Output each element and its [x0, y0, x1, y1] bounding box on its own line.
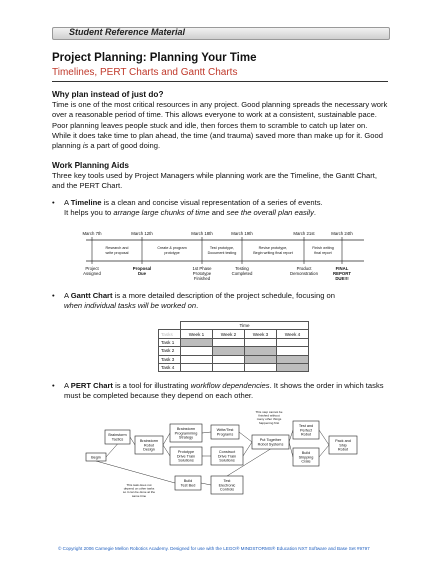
pert-connector	[130, 437, 135, 445]
timeline-milestone: Assigned	[83, 271, 101, 276]
copyright-footer: © Copyright 2006 Carnegie Mellon Robotics Academy. Designed for use with the LEGO® MINDSTORMS® Education NXT Software and Base Set #9797	[58, 546, 370, 551]
pert-bullet-text	[64, 381, 387, 402]
timeline-milestone: Product	[296, 266, 312, 271]
timeline-date: March 7th	[82, 231, 102, 236]
gantt-task-label: Task 4	[159, 363, 181, 371]
timeline-milestone: Testing	[235, 266, 249, 271]
pert-note-bottom: same time	[131, 493, 147, 498]
timeline-event: Document testing	[207, 251, 237, 255]
gantt-week: Week 3	[245, 330, 277, 338]
why-text-end: a part of good doing.	[88, 141, 161, 151]
pert-node-label: Solutions	[219, 458, 235, 463]
pert-connector	[163, 445, 170, 456]
page-title: Project Planning: Planning Your Time	[52, 52, 257, 64]
timeline-bullet-text	[64, 198, 387, 219]
pert-connector	[239, 432, 252, 442]
gantt-cell	[245, 338, 277, 346]
gantt-time-row	[159, 322, 309, 330]
timeline-event: prototype	[164, 251, 180, 255]
pert-node-label: Build	[183, 479, 193, 484]
pert-node-label: Programs	[216, 432, 234, 437]
pert-connector	[319, 445, 329, 457]
pert-node-label: Drive Train	[217, 454, 237, 459]
g-e: .	[196, 301, 199, 311]
timeline-milestone: Project	[85, 266, 99, 271]
gantt-cell	[277, 347, 309, 355]
gantt-row	[159, 355, 309, 363]
pert-node-label: Shipping	[298, 455, 314, 460]
pert-node-label: Brainstorm	[176, 426, 196, 431]
t-e: arrange large chunks of time	[113, 208, 210, 218]
gantt-cell-filled	[213, 347, 245, 355]
timeline-date: March 19th	[231, 231, 253, 236]
timeline-milestone: Demonstration	[290, 271, 318, 276]
gantt-cell	[277, 338, 309, 346]
pert-node-label: Perfect	[299, 428, 313, 433]
pert-node-label: Solutions	[178, 458, 194, 463]
pert-note-top: many other things	[256, 417, 282, 422]
pert-node-label: Tactics	[111, 437, 124, 442]
pert-note-top: This step cannot be	[255, 410, 283, 414]
pert-node-label: Test Bed	[180, 483, 196, 488]
gantt-cell-filled	[277, 363, 309, 371]
g-a: A	[64, 291, 71, 300]
gantt-week-row	[159, 330, 309, 338]
reference-banner	[52, 27, 390, 40]
t-d: It helps you to	[64, 208, 114, 218]
pert-node-label: Programming	[174, 431, 198, 436]
gantt-cell-filled	[245, 355, 277, 363]
t-c: is a clean and concise visual representation of a series of events.	[101, 198, 323, 207]
timeline-milestone: 1st Phase	[192, 266, 212, 271]
gantt-task-label: Task 1	[159, 338, 181, 346]
pert-node-label: Write/Test	[216, 428, 234, 433]
timeline-milestone: Finished	[193, 276, 211, 281]
pert-connector	[96, 461, 175, 483]
pert-node-label: Pack and	[335, 438, 351, 443]
pert-connector	[201, 483, 211, 485]
gantt-row	[159, 363, 309, 371]
gantt-cell	[181, 347, 213, 355]
timeline-milestone: Due	[137, 271, 147, 276]
p-a: A	[64, 381, 71, 390]
aids-heading: Work Planning Aids	[52, 161, 129, 170]
gantt-week: Week 2	[213, 330, 245, 338]
timeline-milestone: FINAL	[335, 266, 349, 271]
t-g: see the overall plan easily	[226, 208, 314, 218]
title-divider	[52, 81, 388, 82]
timeline-event: final report	[314, 251, 332, 255]
banner-label: Student Reference Material	[69, 27, 186, 37]
gantt-chart	[158, 321, 309, 372]
gantt-task-label: Task 2	[159, 347, 181, 355]
gantt-cell-filled	[181, 338, 213, 346]
t-f: and	[209, 208, 227, 218]
bullet-dot: •	[52, 381, 55, 390]
pert-connector	[289, 442, 293, 457]
pert-node-label: Brainstorm	[139, 438, 159, 443]
gantt-week: Week 1	[181, 330, 213, 338]
timeline-date: March 24th	[331, 231, 353, 236]
why-paragraph	[52, 100, 388, 151]
timeline-milestone: DUE!!!	[335, 276, 349, 281]
pert-node-label: Controls	[219, 487, 235, 492]
gantt-time-header: Time	[181, 322, 309, 330]
pert-connector	[163, 433, 170, 445]
gantt-corner	[159, 322, 181, 330]
timeline-event: Test prototype,	[209, 246, 235, 250]
pert-node-label: Brainstorm	[108, 433, 127, 438]
pert-node-label: Robot	[337, 447, 349, 452]
bullet-dot: •	[52, 291, 55, 300]
pert-chart	[84, 410, 364, 514]
gantt-cell	[181, 363, 213, 371]
gantt-cell	[213, 355, 245, 363]
timeline-event: Finish writing	[312, 246, 334, 250]
pert-node-label: Test	[223, 478, 231, 483]
gantt-cell	[181, 355, 213, 363]
gantt-tasks-label: Tasks	[159, 330, 181, 338]
pert-node-label: Ship	[339, 443, 347, 448]
pert-connector	[106, 444, 118, 457]
pert-node-label: Construct	[218, 449, 236, 454]
g-c: is a more detailed description of the project schedule, focusing on	[112, 291, 335, 300]
pert-connector	[289, 430, 293, 442]
p-b: PERT Chart	[70, 381, 113, 390]
timeline-event: Research and	[105, 246, 129, 250]
bullet-dot: •	[52, 198, 55, 207]
g-d: when individual tasks will be worked on	[64, 301, 197, 311]
pert-node-label: Build	[301, 450, 311, 455]
p-e: . It shows the order in which tasks must be completed because they depend on each other.	[64, 381, 384, 401]
pert-node-label: Design	[143, 447, 155, 452]
timeline-milestone: Completed	[231, 271, 253, 276]
pert-node-label: Robot	[300, 432, 312, 437]
timeline-date: March 18th	[191, 231, 213, 236]
pert-node-label: Begin	[91, 455, 101, 460]
gantt-cell	[245, 363, 277, 371]
pert-connector	[243, 442, 252, 456]
pert-connector	[319, 430, 329, 445]
gantt-cell-filled	[245, 347, 277, 355]
timeline-milestone: Prototype	[192, 271, 212, 276]
gantt-cell	[213, 338, 245, 346]
pert-connector	[202, 432, 211, 433]
pert-node-label: Electronic	[218, 483, 236, 488]
why-text: Time is one of the most critical resources in any project. Good planning spreads the necessary work over a reasonable period of time. This allows everyone to work at a consistent, sustainable pace. Poor planning leaves people stuck and idle, then forces them to scramble to catch up later on. While it does take time to plan ahead, the time (and trauma) saved more than make up for it. Good planning	[52, 100, 388, 151]
timeline-diagram	[82, 226, 368, 286]
timeline-event: Revise prototype,	[258, 246, 288, 250]
gantt-cell-filled	[277, 355, 309, 363]
pert-note-bottom: so it can be done at the	[122, 490, 156, 495]
timeline-milestone: Proposal	[132, 266, 152, 271]
pert-node-label: Robot	[143, 443, 155, 448]
gantt-cell	[213, 363, 245, 371]
timeline-event: Begin writing final report	[253, 251, 293, 255]
timeline-event: write proposal	[105, 251, 129, 255]
pert-node-label: Crate	[301, 459, 311, 464]
pert-note-top: finished without	[258, 413, 280, 418]
gantt-task-label: Task 3	[159, 355, 181, 363]
gantt-week: Week 4	[277, 330, 309, 338]
timeline-date: March 12th	[131, 231, 153, 236]
why-emphasis: is	[82, 141, 89, 151]
gantt-bullet-text	[64, 291, 387, 312]
t-b: Timeline	[70, 198, 102, 207]
gantt-row	[159, 347, 309, 355]
why-heading: Why plan instead of just do?	[52, 90, 164, 99]
p-c: is a tool for illustrating	[112, 381, 191, 390]
t-h: .	[313, 208, 317, 218]
aids-paragraph: Three key tools used by Project Managers while planning work are the Timeline, the Gantt Chart, and the PERT Chart.	[52, 171, 378, 191]
pert-note-top: happening first	[258, 420, 280, 425]
pert-node-label: Strategy	[178, 435, 194, 440]
g-b: Gantt Chart	[70, 291, 113, 300]
timeline-event: Create & program	[157, 246, 187, 250]
pert-note-bottom: depend on other tasks	[123, 486, 155, 491]
pert-node-label: Drive Train	[176, 454, 196, 459]
timeline-date: March 21st	[293, 231, 315, 236]
pert-node-label: Prototype	[177, 449, 195, 454]
pert-note-bottom: This task does not	[126, 483, 152, 487]
pert-node-label: Robot Systems	[257, 442, 284, 447]
pert-node-label: Test and	[298, 423, 314, 428]
timeline-milestone: REPORT	[333, 271, 351, 276]
pert-node-label: Put Together	[259, 438, 282, 443]
page-subtitle: Timelines, PERT Charts and Gantt Charts	[52, 67, 238, 78]
gantt-row	[159, 338, 309, 346]
t-a: A	[64, 198, 71, 207]
p-d: workflow dependencies	[190, 381, 270, 390]
